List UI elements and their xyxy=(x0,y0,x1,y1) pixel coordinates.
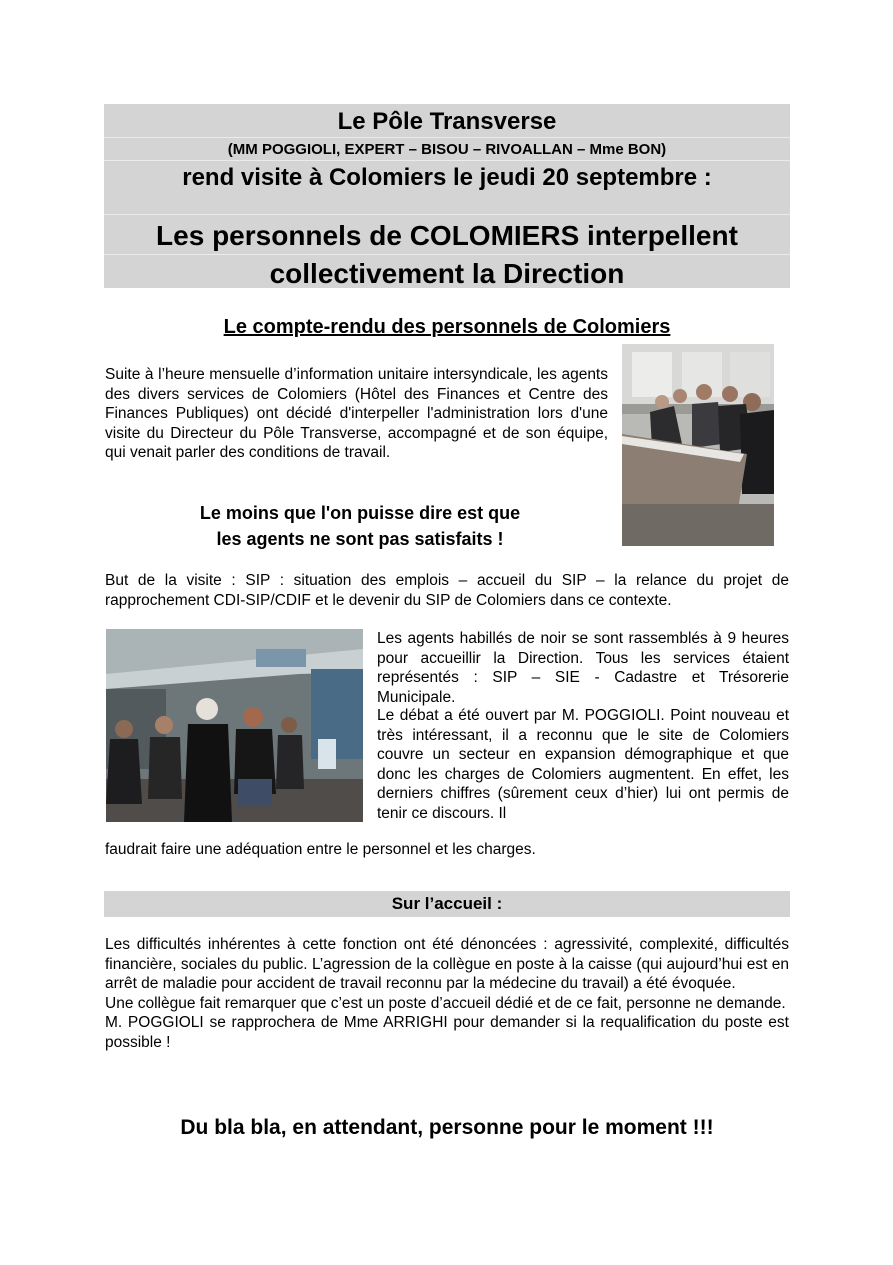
headline-line-2: collectivement la Direction xyxy=(269,258,625,289)
accueil-paragraph-3: M. POGGIOLI se rapprochera de Mme ARRIGHI pour demander si la requalification du poste est possible ! xyxy=(105,1014,789,1051)
banner-headline xyxy=(104,217,790,293)
intro-paragraph: Suite à l’heure mensuelle d’information unitaire intersyndicale, les agents des divers services de Colomiers (Hôtel des Finances et Centre des Finances Publiques) ont décidé d'interpeller l'administration lors d'une visite du Directeur du Pôle Transverse, accompagné et de son équipe, qui venait parler des conditions de travail. xyxy=(105,366,608,461)
accueil-paragraph-1: Les difficultés inhérentes à cette fonction ont été dénoncées : agressivité, complexité, difficultés financière, sociales du public. L’agression de la collègue en poste à la caisse (qui aujourd’hui est en arrêt de maladie pour accident de travail reconnu par la médecine du travail) a été évoquée. xyxy=(105,936,789,992)
debate-paragraph: Le débat a été ouvert par M. POGGIOLI. Point nouveau et très intéressant, il a reconnu que le site de Colomiers couvre un secteur en expansion démographique et que donc les charges de Colomiers augmentent. En effet, les derniers chiffres (sûrement ceux d’hier) lui ont permis de tenir ce discours. Il xyxy=(377,707,789,822)
banner-members: (MM POGGIOLI, EXPERT – BISOU – RIVOALLAN – Mme BON) xyxy=(227,141,667,158)
pull-quote-line-1: Le moins que l'on puisse dire est que xyxy=(199,503,521,523)
banner-title: Le Pôle Transverse xyxy=(337,108,557,135)
pull-quote-line-2: les agents ne sont pas satisfaits ! xyxy=(216,529,504,549)
accueil-section xyxy=(105,935,789,1052)
closing-statement: Du bla bla, en attendant, personne pour le moment !!! xyxy=(180,1116,714,1139)
gathering-paragraph: Les agents habillés de noir se sont rassemblés à 9 heures pour accueillir la Direction. Tous les services étaient représentés : SIP – SIE - Cadastre et Trésorerie Municipale. xyxy=(377,630,789,706)
headline-line-1: Les personnels de COLOMIERS interpellent xyxy=(156,220,738,251)
header-banner xyxy=(104,104,790,288)
accueil-paragraph-2: Une collègue fait remarquer que c’est un poste d’accueil dédié et de ce fait, personne ne demande. xyxy=(105,994,786,1012)
meeting-photo xyxy=(622,344,774,546)
banner-visit: rend visite à Colomiers le jeudi 20 septembre : xyxy=(182,164,712,191)
accueil-title: Sur l’accueil : xyxy=(391,894,503,913)
gathering-photo xyxy=(106,629,363,822)
section-title: Le compte-rendu des personnels de Colomiers xyxy=(223,316,671,338)
visit-purpose-paragraph: But de la visite : SIP : situation des emplois – accueil du SIP – la relance du projet de rapprochement CDI-SIP/CDIF et le devenir du SIP de Colomiers dans ce contexte. xyxy=(105,572,789,609)
accueil-banner xyxy=(104,891,790,917)
pull-quote xyxy=(104,500,616,552)
debate-paragraph-end: faudrait faire une adéquation entre le personnel et les charges. xyxy=(105,841,536,858)
